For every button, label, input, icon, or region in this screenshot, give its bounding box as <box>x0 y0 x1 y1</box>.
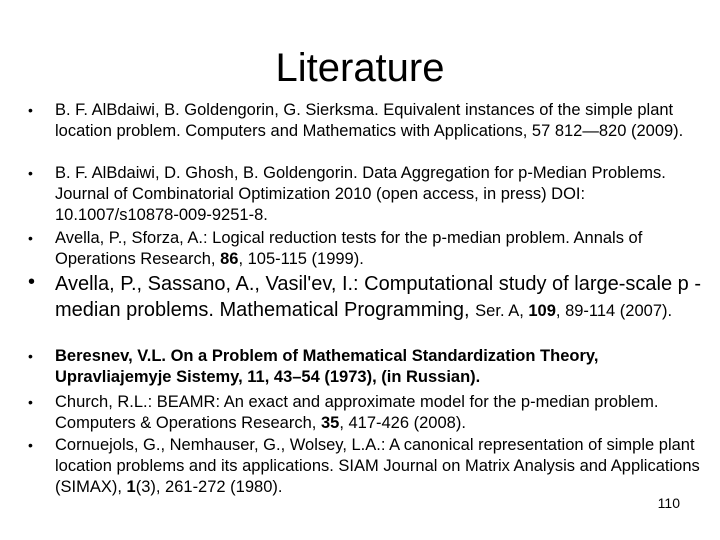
reference-text <box>55 435 705 497</box>
reference-text-part: Church, R.L.: BEAMR: An exact and approximate model for the p-median problem. Computers & Operations Research, <box>55 393 659 432</box>
reference-text-part: , 89-114 (2007). <box>555 301 673 320</box>
bullet-icon: • <box>28 437 33 453</box>
bullet-icon: • <box>28 230 33 246</box>
reference-text-part: , 417-426 (2008). <box>339 413 466 432</box>
reference-text-part: , 105-115 (1999). <box>238 249 364 268</box>
reference-text-part: Avella, P., Sforza, A.: Logical reduction tests for the p-median problem. Annals of Operations Research, <box>55 229 643 268</box>
slide-title: Literature <box>275 46 445 90</box>
reference-text: Beresnev, V.L. On a Problem of Mathematical Standardization Theory, Upravliajemyje Sistemy, 11, 43–54 (1973), (in Russian). <box>55 347 599 386</box>
reference-text: B. F. AlBdaiwi, D. Ghosh, B. Goldengorin. Data Aggregation for p-Median Problems. Journal of Combinatorial Optimization 2010 (open access, in press) DOI: 10.1007/s10878-009-9251-8. <box>55 164 666 224</box>
reference-volume: 86 <box>220 249 239 268</box>
reference-text <box>55 228 705 270</box>
bullet-icon: • <box>28 165 33 181</box>
bullet-icon: • <box>28 394 33 410</box>
reference-text-part: (3), 261-272 (1980). <box>135 477 283 496</box>
reference-volume: 109 <box>528 301 556 320</box>
reference-text: B. F. AlBdaiwi, B. Goldengorin, G. Sierksma. Equivalent instances of the simple plant location problem. Computers and Mathematics with Applications, 57 812—820 (2009). <box>55 101 684 140</box>
page-number: 110 <box>657 495 680 511</box>
reference-text <box>55 272 705 324</box>
bullet-icon: • <box>28 271 36 293</box>
bullet-icon: • <box>28 348 33 364</box>
reference-text <box>55 392 705 434</box>
bullet-icon: • <box>28 102 33 118</box>
reference-text-part: Cornuejols, G., Nemhauser, G., Wolsey, L.A.: A canonical representation of simple plant location problems and its applications. SIAM Journal on Matrix Analysis and Applications (SIMAX), <box>55 436 700 496</box>
reference-volume: 1 <box>126 477 136 496</box>
reference-volume: 35 <box>320 413 340 432</box>
reference-text-part: Avella, P., Sassano, A., Vasil'ev, I.: Computational study of large-scale p -median problems. Mathematical Programming, <box>55 273 702 321</box>
reference-text-part: Ser. A, <box>475 301 529 320</box>
